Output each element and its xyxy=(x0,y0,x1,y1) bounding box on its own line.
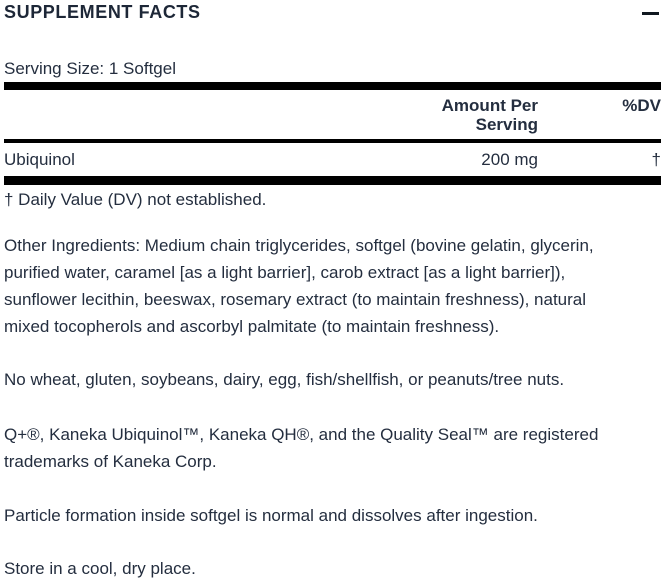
serving-size-text: Serving Size: 1 Softgel xyxy=(4,59,176,78)
divider-thick-bottom xyxy=(4,176,661,185)
paragraph-line: Other Ingredients: Medium chain triglycerides, softgel (bovine gelatin, glycerin, xyxy=(4,236,594,255)
ingredient-dv-dagger: † xyxy=(651,150,661,169)
storage-note-paragraph xyxy=(4,555,661,582)
allergen-statement-paragraph xyxy=(4,366,661,393)
dv-footnote: † Daily Value (DV) not established. xyxy=(4,190,267,209)
divider-thick-top xyxy=(4,82,661,90)
column-header-percent-dv: %DV xyxy=(622,96,661,115)
trademark-statement-paragraph xyxy=(4,421,661,475)
table-row xyxy=(4,143,661,176)
collapse-minus-icon[interactable] xyxy=(642,12,659,15)
header-spacer-cell xyxy=(4,96,378,134)
ingredient-amount: 200 mg xyxy=(481,150,538,169)
particle-note-paragraph xyxy=(4,502,661,529)
ingredient-name: Ubiquinol xyxy=(4,150,75,169)
column-header-amount-per-serving: Amount Per Serving xyxy=(441,96,538,134)
accordion-header[interactable] xyxy=(4,2,661,22)
paragraph-line: mixed tocopherols and ascorbyl palmitate (to maintain freshness). xyxy=(4,317,500,336)
table-header-row xyxy=(4,90,661,139)
paragraph-line: trademarks of Kaneka Corp. xyxy=(4,452,217,471)
section-title: SUPPLEMENT FACTS xyxy=(4,2,201,22)
paragraph-line: Q+®, Kaneka Ubiquinol™, Kaneka QH®, and the Quality Seal™ are registered xyxy=(4,425,599,444)
other-ingredients-paragraph xyxy=(4,232,661,340)
paragraph-line: Store in a cool, dry place. xyxy=(4,559,196,578)
paragraph-line: No wheat, gluten, soybeans, dairy, egg, fish/shellfish, or peanuts/tree nuts. xyxy=(4,370,565,389)
paragraph-line: sunflower lecithin, beeswax, rosemary extract (to maintain freshness), natural xyxy=(4,290,587,309)
paragraph-line: Particle formation inside softgel is normal and dissolves after ingestion. xyxy=(4,506,538,525)
paragraph-line: purified water, caramel [as a light barrier], carob extract [as a light barrier]), xyxy=(4,263,566,282)
